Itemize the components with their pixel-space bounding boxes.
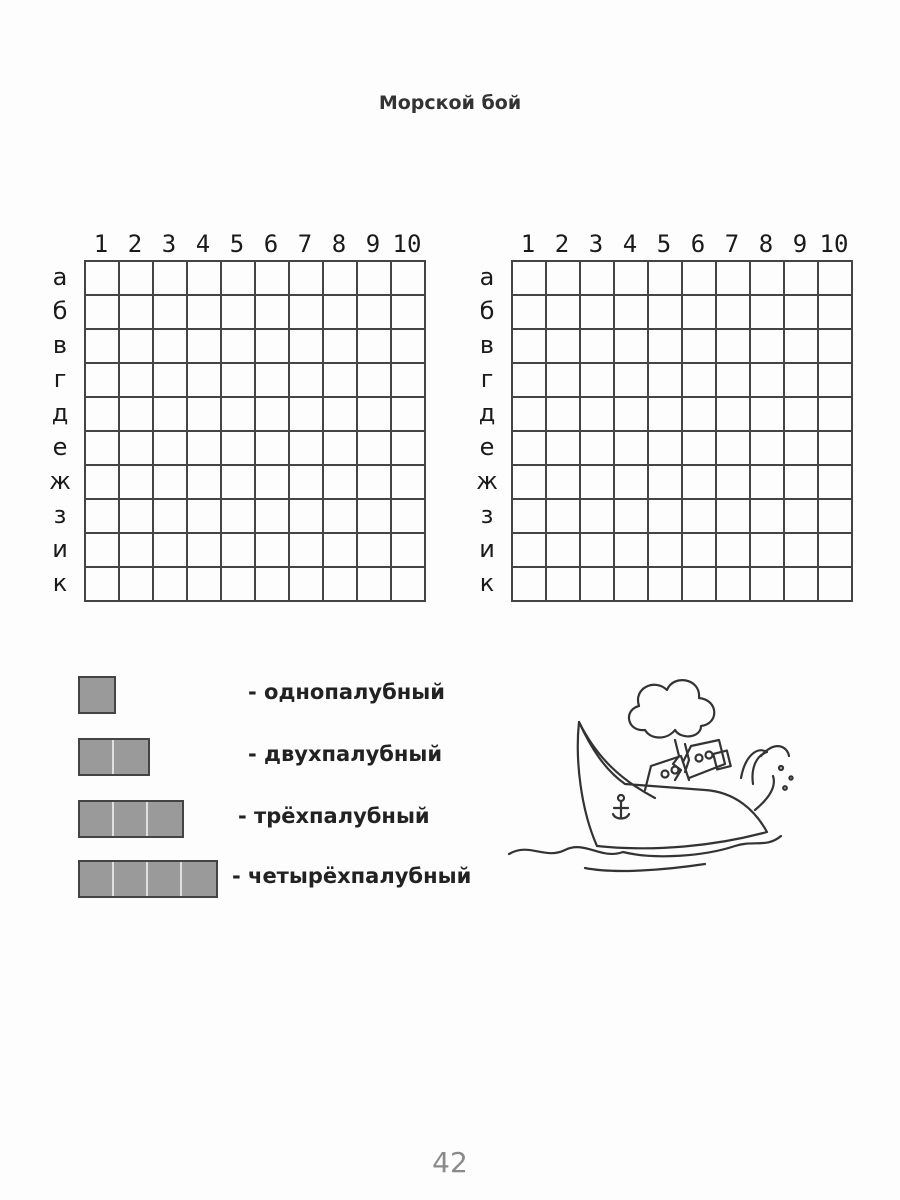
- grid-cell[interactable]: [649, 398, 683, 432]
- grid-cell[interactable]: [222, 568, 256, 602]
- anchor-icon: [613, 795, 629, 819]
- legend-label: - четырёхпалубный: [232, 864, 472, 888]
- legend-row-1: [78, 676, 498, 712]
- grid-cell[interactable]: [188, 296, 222, 330]
- column-label: 9: [365, 230, 381, 258]
- grid-cell[interactable]: [717, 568, 751, 602]
- ship-4-deck: [78, 860, 218, 898]
- grid-cell[interactable]: [188, 398, 222, 432]
- grid-cell[interactable]: [615, 534, 649, 568]
- grid-cell[interactable]: [649, 568, 683, 602]
- grid-cell[interactable]: [581, 500, 615, 534]
- grid-cell[interactable]: [324, 568, 358, 602]
- grid-cell[interactable]: [547, 296, 581, 330]
- grid-cell[interactable]: [649, 364, 683, 398]
- grid-cell[interactable]: [324, 364, 358, 398]
- grid-cell[interactable]: [120, 466, 154, 500]
- column-label: 7: [297, 230, 313, 258]
- grid-cell[interactable]: [547, 398, 581, 432]
- grid-cell[interactable]: [392, 432, 426, 466]
- grid-cell[interactable]: [290, 568, 324, 602]
- grid-cell[interactable]: [188, 466, 222, 500]
- grid-cell[interactable]: [290, 534, 324, 568]
- grid-cell[interactable]: [256, 262, 290, 296]
- grid-cell[interactable]: [188, 534, 222, 568]
- grid-cell[interactable]: [615, 500, 649, 534]
- column-label: 10: [819, 230, 849, 258]
- grid-cell[interactable]: [683, 534, 717, 568]
- grid-cell[interactable]: [120, 330, 154, 364]
- grid-cell[interactable]: [188, 432, 222, 466]
- ship-2-deck: [78, 738, 150, 776]
- row-label: и: [479, 535, 495, 563]
- row-labels: [473, 260, 501, 600]
- smoke-cloud-icon: [629, 680, 714, 737]
- grid-cell[interactable]: [751, 262, 785, 296]
- grid-cell[interactable]: [222, 398, 256, 432]
- row-label: г: [480, 365, 494, 393]
- grid-cell[interactable]: [392, 330, 426, 364]
- grid-cell[interactable]: [513, 432, 547, 466]
- grid-cell[interactable]: [222, 500, 256, 534]
- grid-cell[interactable]: [819, 466, 853, 500]
- grid-cell[interactable]: [256, 296, 290, 330]
- column-label: 5: [229, 230, 245, 258]
- column-label: 4: [195, 230, 211, 258]
- grid-cell[interactable]: [256, 330, 290, 364]
- grid-cell[interactable]: [615, 466, 649, 500]
- grid-cell[interactable]: [751, 432, 785, 466]
- grid-cell[interactable]: [649, 296, 683, 330]
- grid-cell[interactable]: [86, 330, 120, 364]
- grid-cell[interactable]: [324, 500, 358, 534]
- page-title: Морской бой: [378, 92, 522, 114]
- grid-cell[interactable]: [358, 568, 392, 602]
- grid-cell[interactable]: [188, 364, 222, 398]
- grid-cell[interactable]: [649, 466, 683, 500]
- grid-cell[interactable]: [819, 262, 853, 296]
- column-label: 1: [520, 230, 536, 258]
- grid-cell[interactable]: [615, 262, 649, 296]
- grid-cell[interactable]: [154, 500, 188, 534]
- grid-cell[interactable]: [358, 500, 392, 534]
- grid-cell[interactable]: [256, 364, 290, 398]
- grid-cell[interactable]: [120, 296, 154, 330]
- grid-cell[interactable]: [86, 364, 120, 398]
- grid-cell[interactable]: [324, 330, 358, 364]
- grid-cell[interactable]: [717, 330, 751, 364]
- legend-row-3: [78, 800, 498, 836]
- grid-cell[interactable]: [751, 568, 785, 602]
- grid-cell[interactable]: [513, 296, 547, 330]
- grid-cell[interactable]: [581, 330, 615, 364]
- grid-cell[interactable]: [785, 364, 819, 398]
- grid-cell[interactable]: [649, 432, 683, 466]
- grid-cell[interactable]: [615, 296, 649, 330]
- grid-cell[interactable]: [86, 398, 120, 432]
- grid-cell[interactable]: [785, 534, 819, 568]
- grid-cell[interactable]: [751, 500, 785, 534]
- grid-cell[interactable]: [256, 466, 290, 500]
- column-label: 2: [554, 230, 570, 258]
- column-label: 6: [690, 230, 706, 258]
- grid-cell[interactable]: [290, 296, 324, 330]
- grid-cell[interactable]: [785, 466, 819, 500]
- grid-cell[interactable]: [683, 330, 717, 364]
- grid-cell[interactable]: [547, 432, 581, 466]
- grid-cell[interactable]: [358, 364, 392, 398]
- grid-cell[interactable]: [819, 534, 853, 568]
- grid-cell[interactable]: [785, 500, 819, 534]
- grid-cell[interactable]: [358, 262, 392, 296]
- row-label: д: [478, 399, 496, 427]
- row-label: б: [52, 297, 68, 325]
- grid-cell[interactable]: [547, 330, 581, 364]
- grid-cell[interactable]: [581, 568, 615, 602]
- grid-cell[interactable]: [290, 466, 324, 500]
- grid-cell[interactable]: [513, 364, 547, 398]
- grid-cell[interactable]: [717, 534, 751, 568]
- grid-cell[interactable]: [751, 330, 785, 364]
- grid-cell[interactable]: [819, 432, 853, 466]
- row-label: б: [479, 297, 495, 325]
- column-label: 9: [792, 230, 808, 258]
- grid-cell[interactable]: [547, 534, 581, 568]
- grid-cell[interactable]: [154, 534, 188, 568]
- grid-cell[interactable]: [120, 500, 154, 534]
- row-labels: [46, 260, 74, 600]
- grid-cell[interactable]: [290, 330, 324, 364]
- page-number: 42: [432, 1146, 468, 1179]
- grid-cell[interactable]: [751, 398, 785, 432]
- column-label: 5: [656, 230, 672, 258]
- grid-cell[interactable]: [256, 398, 290, 432]
- grid-cell[interactable]: [819, 330, 853, 364]
- ship-hull-icon: [578, 722, 767, 848]
- grid-cell[interactable]: [547, 466, 581, 500]
- grid-cell[interactable]: [222, 262, 256, 296]
- grid-cell[interactable]: [513, 500, 547, 534]
- grid-cell[interactable]: [581, 398, 615, 432]
- column-label: 1: [93, 230, 109, 258]
- ship-1-deck: [78, 676, 116, 714]
- grid-cell[interactable]: [222, 432, 256, 466]
- grid-cell[interactable]: [120, 432, 154, 466]
- column-label: 8: [758, 230, 774, 258]
- grid-cell[interactable]: [188, 330, 222, 364]
- grid-cell[interactable]: [392, 296, 426, 330]
- grid-cell[interactable]: [324, 534, 358, 568]
- grid-cell[interactable]: [256, 568, 290, 602]
- column-label: 3: [588, 230, 604, 258]
- grid-cell[interactable]: [785, 330, 819, 364]
- row-label: ж: [476, 467, 498, 495]
- column-label: 3: [161, 230, 177, 258]
- grid-cell[interactable]: [819, 364, 853, 398]
- column-label: 8: [331, 230, 347, 258]
- grid-cell[interactable]: [86, 296, 120, 330]
- row-label: е: [479, 433, 495, 461]
- grid-cell[interactable]: [358, 466, 392, 500]
- row-label: д: [51, 399, 69, 427]
- grid-cell[interactable]: [154, 330, 188, 364]
- grid-cell[interactable]: [683, 296, 717, 330]
- grid-cell[interactable]: [649, 330, 683, 364]
- grid-cell[interactable]: [615, 432, 649, 466]
- grid-cell[interactable]: [256, 500, 290, 534]
- grid-cell[interactable]: [324, 262, 358, 296]
- grid-cell[interactable]: [581, 296, 615, 330]
- grid-cell[interactable]: [358, 296, 392, 330]
- grid-cell[interactable]: [513, 262, 547, 296]
- row-label: к: [52, 569, 68, 597]
- grid-cell[interactable]: [547, 568, 581, 602]
- grid-cell[interactable]: [717, 296, 751, 330]
- grid-cell[interactable]: [256, 432, 290, 466]
- opponent-grid: [511, 260, 853, 602]
- grid-cell[interactable]: [649, 500, 683, 534]
- grid-cell[interactable]: [785, 398, 819, 432]
- row-label: к: [479, 569, 495, 597]
- grid-cell[interactable]: [358, 398, 392, 432]
- grid-cell[interactable]: [324, 296, 358, 330]
- grid-cell[interactable]: [120, 262, 154, 296]
- row-label: ж: [49, 467, 71, 495]
- row-label: в: [479, 331, 495, 359]
- grid-cell[interactable]: [819, 398, 853, 432]
- grid-cell[interactable]: [717, 466, 751, 500]
- grid-cell[interactable]: [819, 296, 853, 330]
- grid-cell[interactable]: [513, 398, 547, 432]
- ship-3-deck: [78, 800, 184, 838]
- grid-cell[interactable]: [683, 262, 717, 296]
- grid-cell[interactable]: [86, 262, 120, 296]
- grid-cell[interactable]: [717, 500, 751, 534]
- column-label: 6: [263, 230, 279, 258]
- grid-cell[interactable]: [188, 500, 222, 534]
- grid-cell[interactable]: [683, 398, 717, 432]
- grid-cell[interactable]: [392, 364, 426, 398]
- column-label: 4: [622, 230, 638, 258]
- grid-cell[interactable]: [615, 330, 649, 364]
- grid-cell[interactable]: [513, 330, 547, 364]
- grid-cell[interactable]: [290, 262, 324, 296]
- grid-cell[interactable]: [581, 466, 615, 500]
- grid-cell[interactable]: [120, 398, 154, 432]
- row-label: з: [480, 501, 494, 529]
- column-label: 10: [392, 230, 422, 258]
- grid-cell[interactable]: [649, 262, 683, 296]
- grid-cell[interactable]: [120, 534, 154, 568]
- grid-cell[interactable]: [290, 364, 324, 398]
- grid-cell[interactable]: [581, 534, 615, 568]
- grid-cell[interactable]: [154, 432, 188, 466]
- grid-cell[interactable]: [324, 398, 358, 432]
- row-label: е: [52, 433, 68, 461]
- grid-cell[interactable]: [581, 364, 615, 398]
- grid-cell[interactable]: [683, 432, 717, 466]
- grid-cell[interactable]: [683, 466, 717, 500]
- grid-cell[interactable]: [358, 432, 392, 466]
- legend-label: - однопалубный: [248, 680, 445, 704]
- grid-cell[interactable]: [683, 500, 717, 534]
- legend-label: - трёхпалубный: [238, 804, 430, 828]
- grid-cell[interactable]: [751, 296, 785, 330]
- grid-cell[interactable]: [222, 330, 256, 364]
- grid-cell[interactable]: [256, 534, 290, 568]
- grid-cell[interactable]: [615, 398, 649, 432]
- grid-cell[interactable]: [358, 534, 392, 568]
- grid-cell[interactable]: [819, 568, 853, 602]
- grid-cell[interactable]: [120, 568, 154, 602]
- grid-cell[interactable]: [154, 568, 188, 602]
- grid-cell[interactable]: [222, 534, 256, 568]
- grid-cell[interactable]: [154, 262, 188, 296]
- grid-cell[interactable]: [649, 534, 683, 568]
- row-label: и: [52, 535, 68, 563]
- grid-cell[interactable]: [751, 534, 785, 568]
- grid-cell[interactable]: [120, 364, 154, 398]
- grid-cell[interactable]: [154, 364, 188, 398]
- grid-cell[interactable]: [222, 466, 256, 500]
- grid-cell[interactable]: [290, 500, 324, 534]
- splash-icon: [741, 750, 767, 784]
- grid-cell[interactable]: [683, 364, 717, 398]
- grid-cell[interactable]: [513, 534, 547, 568]
- grid-cell[interactable]: [392, 500, 426, 534]
- grid-cell[interactable]: [324, 432, 358, 466]
- grid-cell[interactable]: [615, 568, 649, 602]
- grid-cell[interactable]: [751, 364, 785, 398]
- sinking-ship-illustration: [505, 660, 805, 890]
- grid-cell[interactable]: [154, 398, 188, 432]
- grid-cell[interactable]: [188, 262, 222, 296]
- legend-row-4: [78, 860, 498, 896]
- grid-cell[interactable]: [513, 568, 547, 602]
- grid-cell[interactable]: [154, 466, 188, 500]
- row-label: з: [53, 501, 67, 529]
- grid-cell[interactable]: [222, 364, 256, 398]
- grid-cell[interactable]: [581, 262, 615, 296]
- grid-cell[interactable]: [392, 568, 426, 602]
- grid-cell[interactable]: [222, 296, 256, 330]
- grid-cell[interactable]: [392, 466, 426, 500]
- legend-row-2: [78, 738, 498, 774]
- grid-cell[interactable]: [188, 568, 222, 602]
- grid-cell[interactable]: [358, 330, 392, 364]
- grid-cell[interactable]: [819, 500, 853, 534]
- grid-cell[interactable]: [290, 432, 324, 466]
- grid-cell[interactable]: [785, 262, 819, 296]
- row-label: а: [52, 263, 68, 291]
- grid-cell[interactable]: [392, 534, 426, 568]
- grid-cell[interactable]: [717, 262, 751, 296]
- grid-cell[interactable]: [86, 568, 120, 602]
- legend-label: - двухпалубный: [248, 742, 443, 766]
- grid-cell[interactable]: [324, 466, 358, 500]
- grid-cell[interactable]: [785, 296, 819, 330]
- player-grid: [84, 260, 426, 602]
- grid-cell[interactable]: [717, 398, 751, 432]
- row-label: г: [53, 365, 67, 393]
- column-label: 7: [724, 230, 740, 258]
- grid-cell[interactable]: [717, 432, 751, 466]
- column-labels: [511, 230, 851, 260]
- row-label: в: [52, 331, 68, 359]
- grid-cell[interactable]: [86, 534, 120, 568]
- grid-cell[interactable]: [547, 262, 581, 296]
- grid-cell[interactable]: [513, 466, 547, 500]
- grid-cell[interactable]: [154, 296, 188, 330]
- grid-cell[interactable]: [86, 500, 120, 534]
- column-labels: [84, 230, 424, 260]
- grid-cell[interactable]: [785, 568, 819, 602]
- grid-cell[interactable]: [86, 432, 120, 466]
- grid-cell[interactable]: [751, 466, 785, 500]
- grid-cell[interactable]: [392, 262, 426, 296]
- grid-cell[interactable]: [581, 432, 615, 466]
- row-label: а: [479, 263, 495, 291]
- grid-cell[interactable]: [392, 398, 426, 432]
- grid-cell[interactable]: [86, 466, 120, 500]
- grid-cell[interactable]: [683, 568, 717, 602]
- grid-cell[interactable]: [717, 364, 751, 398]
- column-label: 2: [127, 230, 143, 258]
- grid-cell[interactable]: [547, 500, 581, 534]
- grid-cell[interactable]: [785, 432, 819, 466]
- grid-cell[interactable]: [290, 398, 324, 432]
- grid-cell[interactable]: [615, 364, 649, 398]
- grid-cell[interactable]: [547, 364, 581, 398]
